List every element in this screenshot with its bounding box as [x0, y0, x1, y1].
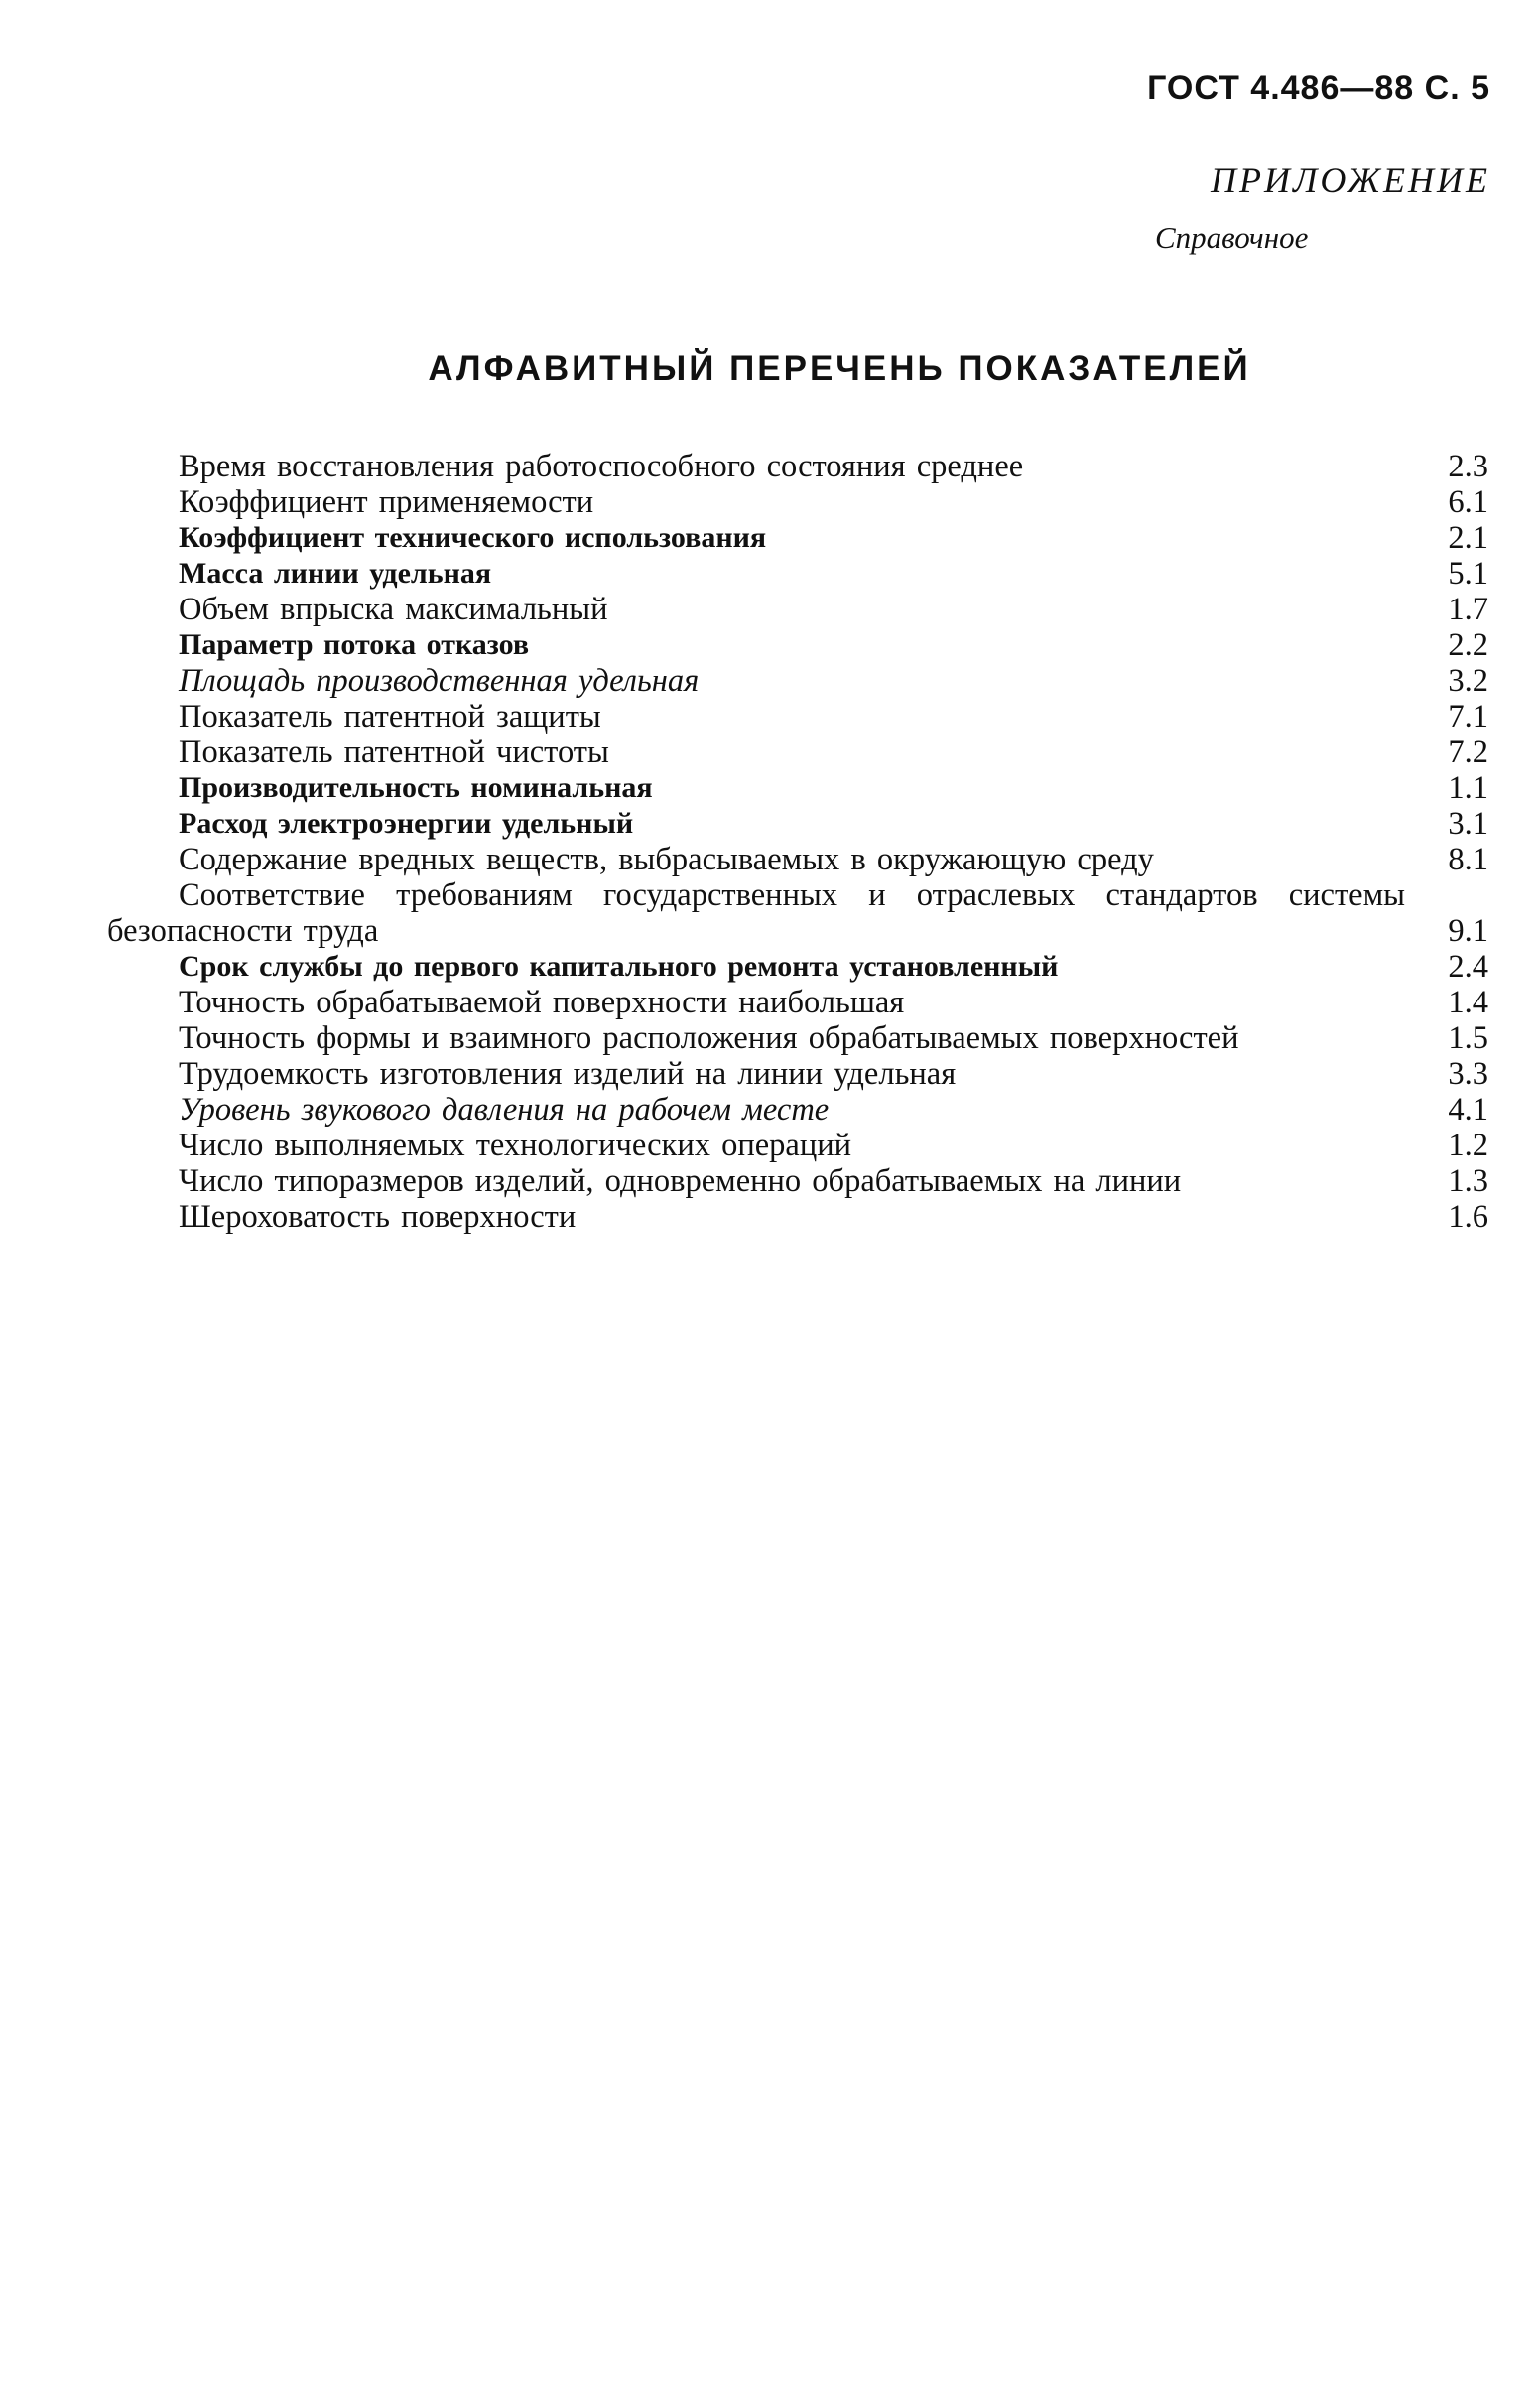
index-entry-name: Коэффициент применяемости: [179, 484, 594, 520]
index-entry: [107, 484, 1488, 520]
index-entry-ref: 1.6: [1448, 1199, 1488, 1235]
index-entry-name: Точность формы и взаимного расположения обрабатываемых поверхностей: [179, 1020, 1239, 1056]
index-entry-ref: 2.2: [1448, 627, 1488, 663]
index-entry-name: Число типоразмеров изделий, одновременно обрабатываемых на линии: [179, 1163, 1182, 1199]
index-entry-name: Трудоемкость изготовления изделий на линии удельная: [179, 1056, 957, 1092]
index-entry: [107, 770, 1488, 806]
index-entry-ref: 1.2: [1448, 1128, 1488, 1163]
index-entry: [107, 949, 1488, 985]
appendix-title: ПРИЛОЖЕНИЕ: [1211, 160, 1490, 200]
index-entry-name: Производительность номинальная: [179, 771, 653, 804]
page-header: ГОСТ 4.486—88 С. 5: [1147, 69, 1490, 107]
index-title: АЛФАВИТНЫЙ ПЕРЕЧЕНЬ ПОКАЗАТЕЛЕЙ: [428, 349, 1251, 388]
index-entry: [107, 1092, 1488, 1128]
index-entry-name: Срок службы до первого капитального ремонта установленный: [179, 950, 1059, 983]
index-entry-name: Площадь производственная удельная: [179, 663, 700, 699]
index-list: [107, 449, 1488, 1235]
index-entry: [107, 1199, 1488, 1235]
index-entry-ref: 1.3: [1448, 1163, 1488, 1199]
index-entry-name: Шероховатость поверхности: [179, 1199, 577, 1235]
index-entry-name: Показатель патентной чистоты: [179, 734, 609, 770]
index-entry: [107, 663, 1488, 699]
index-entry-name: Точность обрабатываемой поверхности наибольшая: [179, 985, 905, 1020]
index-entry-ref: 1.5: [1448, 1020, 1488, 1056]
index-entry-ref: 3.2: [1448, 663, 1488, 699]
index-entry: [107, 556, 1488, 592]
index-entry-ref: 1.1: [1448, 770, 1488, 806]
index-entry: [107, 842, 1488, 877]
index-entry-ref: 2.4: [1448, 949, 1488, 985]
index-entry-name: Коэффициент технического использования: [179, 521, 767, 554]
index-entry-name: Уровень звукового давления на рабочем месте: [179, 1092, 830, 1128]
index-entry: [107, 806, 1488, 842]
index-entry: [107, 699, 1488, 734]
index-entry-name: Показатель патентной защиты: [179, 699, 601, 734]
appendix-subtitle: Справочное: [1155, 220, 1309, 255]
index-entry-ref: 1.7: [1448, 592, 1488, 627]
index-entry-ref: 2.3: [1448, 449, 1488, 484]
index-entry: [107, 985, 1488, 1020]
index-entry-name: Параметр потока отказов: [179, 628, 530, 661]
index-entry: [107, 627, 1488, 663]
index-entry-name: Время восстановления работоспособного состояния среднее: [179, 449, 1024, 484]
index-entry-ref: 3.3: [1448, 1056, 1488, 1092]
index-entry-ref: 4.1: [1448, 1092, 1488, 1128]
index-entry: [107, 520, 1488, 556]
index-entry: [107, 734, 1488, 770]
index-entry-ref: 5.1: [1448, 556, 1488, 592]
index-entry: [107, 877, 1488, 949]
index-entry-ref: 3.1: [1448, 806, 1488, 842]
index-entry: [107, 449, 1488, 484]
index-entry: [107, 1056, 1488, 1092]
index-entry: [107, 1128, 1488, 1163]
index-entry-ref: 6.1: [1448, 484, 1488, 520]
index-entry-ref: 9.1: [1448, 913, 1488, 949]
index-entry-name: Объем впрыска максимальный: [179, 592, 608, 627]
index-entry-name: Масса линии удельная: [179, 557, 492, 590]
index-entry-name: Число выполняемых технологических операций: [179, 1128, 852, 1163]
index-entry: [107, 1163, 1488, 1199]
index-entry-ref: 8.1: [1448, 842, 1488, 877]
index-entry: [107, 1020, 1488, 1056]
index-entry-ref: 2.1: [1448, 520, 1488, 556]
index-entry-name: Соответствие требованиям государственных и отраслевых стандартов системы безопасности труда: [107, 877, 1405, 949]
index-entry-ref: 7.1: [1448, 699, 1488, 734]
index-entry-ref: 7.2: [1448, 734, 1488, 770]
index-entry-name: Расход электроэнергии удельный: [179, 807, 634, 840]
index-entry-name: Содержание вредных веществ, выбрасываемых в окружающую среду: [179, 842, 1154, 877]
index-entry: [107, 592, 1488, 627]
index-entry-ref: 1.4: [1448, 985, 1488, 1020]
appendix-heading: [1093, 159, 1490, 256]
